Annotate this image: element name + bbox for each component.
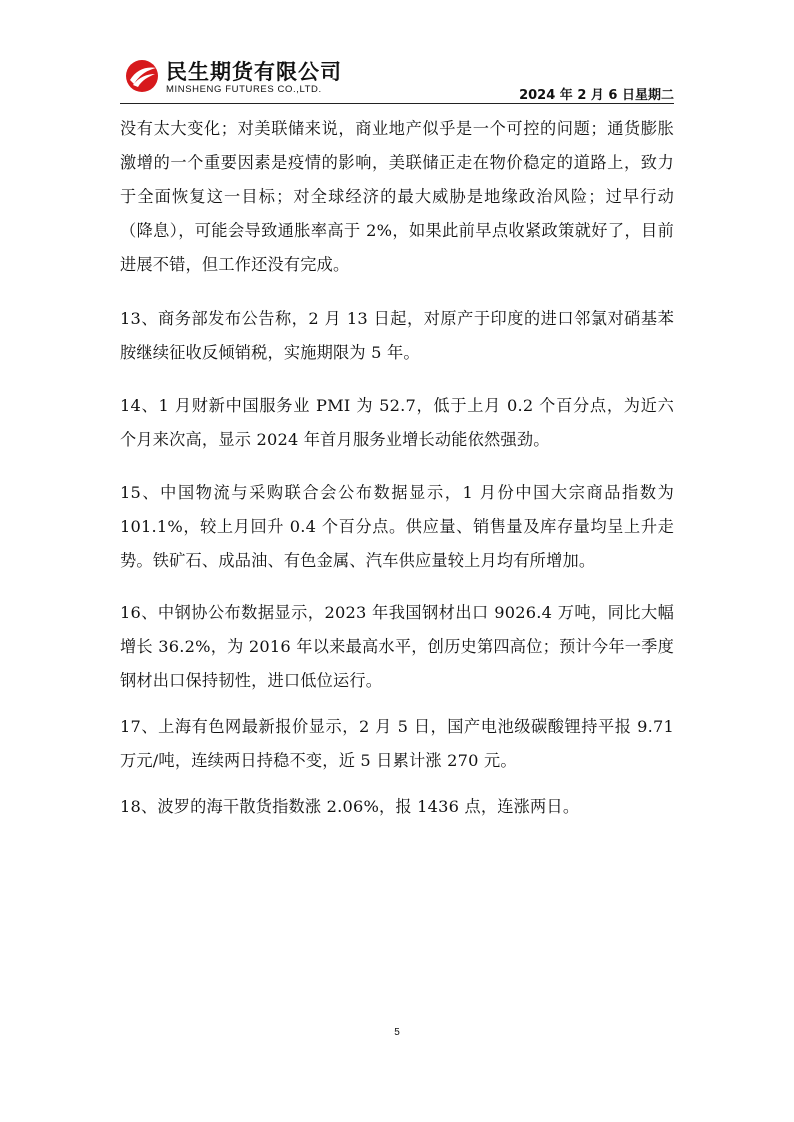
header-divider	[120, 103, 674, 104]
company-logo	[124, 56, 364, 98]
minsheng-swoosh-logo-icon	[124, 58, 160, 94]
page-number: 5	[394, 1027, 400, 1038]
news-item-15: 15、中国物流与采购联合会公布数据显示，1 月份中国大宗商品指数为 101.1%，较上月回升 0.4 个百分点。供应量、销售量及库存量均呈上升走势。铁矿石、成品油、有色金属、汽车供应量较上月均有所增加。	[120, 483, 674, 570]
document-body	[120, 112, 674, 824]
report-date: 2024 年 2 月 6 日星期二	[519, 88, 674, 103]
company-name-en: MINSHENG FUTURES CO.,LTD.	[166, 84, 322, 95]
paragraph-continued: 没有太大变化；对美联储来说，商业地产似乎是一个可控的问题；通货膨胀激增的一个重要因素是疫情的影响，美联储正走在物价稳定的道路上，致力于全面恢复这一目标；对全球经济的最大威胁是地缘政治风险；过早行动（降息），可能会导致通胀率高于 2%，如果此前早点收紧政策就好了，目前进展不错，但工作还没有完成。	[120, 119, 674, 274]
news-item-16: 16、中钢协公布数据显示，2023 年我国钢材出口 9026.4 万吨，同比大幅增长 36.2%，为 2016 年以来最高水平，创历史第四高位；预计今年一季度钢材出口保持韧性，进口低位运行。	[120, 603, 674, 690]
news-item-17: 17、上海有色网最新报价显示，2 月 5 日，国产电池级碳酸锂持平报 9.71 万元/吨，连续两日持稳不变，近 5 日累计涨 270 元。	[120, 717, 674, 770]
company-name-cn: 民生期货有限公司	[166, 60, 342, 84]
news-item-13: 13、商务部发布公告称，2 月 13 日起，对原产于印度的进口邻氯对硝基苯胺继续征收反倾销税，实施期限为 5 年。	[120, 309, 674, 362]
news-item-18: 18、波罗的海干散货指数涨 2.06%，报 1436 点，连涨两日。	[120, 797, 580, 816]
news-item-14: 14、1 月财新中国服务业 PMI 为 52.7，低于上月 0.2 个百分点，为近六个月来次高，显示 2024 年首月服务业增长动能依然强劲。	[120, 396, 674, 449]
page-header	[120, 50, 674, 102]
